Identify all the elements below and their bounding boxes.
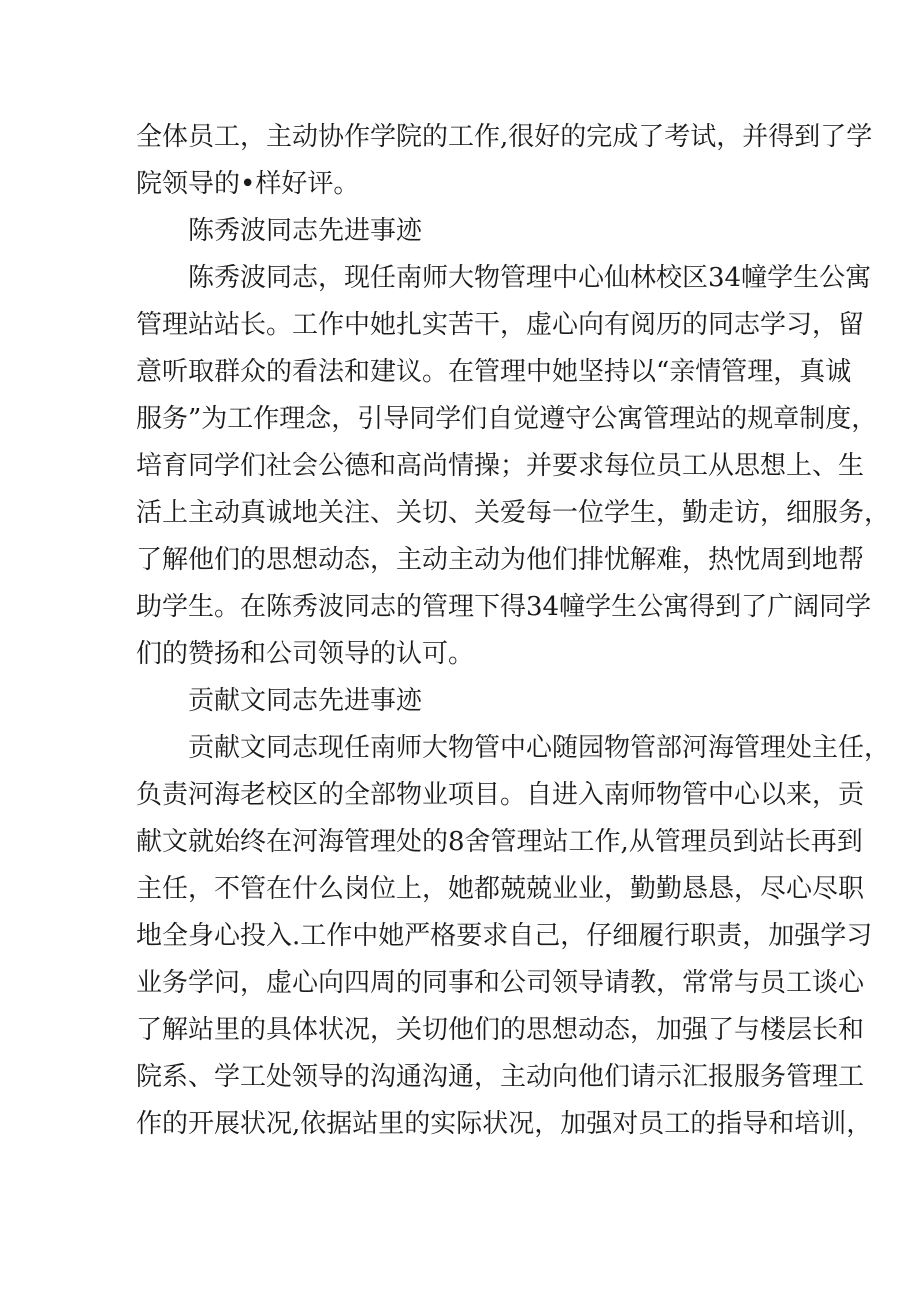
body-line-19: 业务学问，虚心向四周的同事和公司领导请教，常常与员工谈心 xyxy=(136,968,865,998)
body-line-18: 地全身心投入.工作中她严格要求自己，仔细履行职责，加强学习 xyxy=(136,921,873,951)
body-line-9: 活上主动真诚地关注、关切、关爱每一位学生，勤走访，细服务， xyxy=(136,498,891,528)
body-line-11: 助学生。在陈秀波同志的管理下得34幢学生公寓得到了广阔同学 xyxy=(136,592,872,622)
body-line-15: 负责河海老校区的全部物业项目。自进入南师物管中心以来，贡 xyxy=(136,780,865,810)
document-body xyxy=(136,114,891,1148)
body-line-5: 管理站站长。工作中她扎实苦干，虚心向有阅历的同志学习，留 xyxy=(136,310,865,340)
section-heading-chen: 陈秀波同志先进事迹 xyxy=(188,216,423,246)
body-line-17: 主任，不管在什么岗位上，她都兢兢业业，勤勤恳恳，尽心尽职 xyxy=(136,874,865,904)
body-line-12: 们的赞扬和公司领导的认可。 xyxy=(136,639,475,669)
body-line-20: 了解站里的具体状况，关切他们的思想动态，加强了与楼层长和 xyxy=(136,1015,865,1045)
body-line-7: 服务”为工作理念，引导同学们自觉遵守公寓管理站的规章制度， xyxy=(136,404,878,434)
body-line-10: 了解他们的思想动态，主动主动为他们排忧解难，热忱周到地帮 xyxy=(136,545,865,575)
body-line-22: 作的开展状况,依据站里的实际状况，加强对员工的指导和培训， xyxy=(136,1109,873,1139)
body-line-6: 意听取群众的看法和建议。在管理中她坚持以“亲情管理，真诚 xyxy=(136,357,852,387)
body-line-1: 全体员工，主动协作学院的工作,很好的完成了考试，并得到了学 xyxy=(136,122,873,152)
body-line-21: 院系、学工处领导的沟通沟通，主动向他们请示汇报服务管理工 xyxy=(136,1062,865,1092)
body-line-16: 献文就始终在河海管理处的8舍管理站工作,从管理员到站长再到 xyxy=(136,827,863,857)
body-line-4: 陈秀波同志，现任南师大物管理中心仙林校区34幢学生公寓 xyxy=(188,263,872,293)
body-line-8: 培育同学们社会公德和高尚情操；并要求每位员工从思想上、生 xyxy=(136,451,865,481)
section-heading-gong: 贡献文同志先进事迹 xyxy=(188,686,423,716)
body-line-14: 贡献文同志现任南师大物管中心随园物管部河海管理处主任， xyxy=(188,733,891,763)
body-line-2: 院领导的•样好评。 xyxy=(136,169,360,199)
